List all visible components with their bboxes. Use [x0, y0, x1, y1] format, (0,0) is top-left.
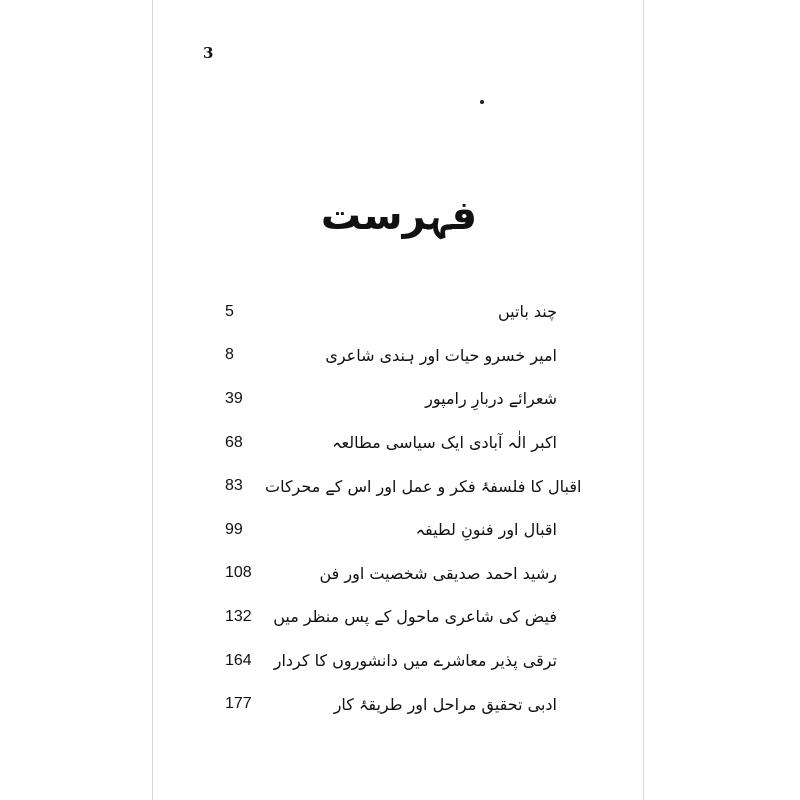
toc-entry [225, 639, 557, 683]
book-page [152, 0, 644, 800]
toc-page-number: 5 [225, 302, 234, 320]
toc-page-number: 164 [225, 651, 252, 669]
table-of-contents [225, 290, 582, 726]
toc-entry [225, 421, 557, 465]
toc-chapter-title: اقبال اور فنونِ لطیفہ [415, 520, 557, 540]
ink-dot [480, 100, 484, 104]
toc-entry [225, 682, 557, 726]
toc-page-number: 108 [225, 564, 252, 582]
toc-page-number: 68 [225, 433, 243, 451]
toc-chapter-title: فیض کی شاعری ماحول کے پس منظر میں [273, 607, 557, 627]
toc-chapter-title: شعرائے دربارِ رامپور [425, 389, 557, 409]
toc-chapter-title: رشید احمد صدیقی شخصیت اور فن [319, 563, 557, 583]
toc-page-number: 99 [225, 520, 243, 538]
toc-chapter-title: ادبی تحقیق مراحل اور طریقۂ کار [333, 694, 557, 714]
toc-entry [225, 508, 557, 552]
toc-chapter-title: چند باتیں [498, 302, 557, 322]
page-title: فہرست [320, 193, 478, 239]
toc-chapter-title: امیر خسرو حیات اور ہندی شاعری [325, 345, 557, 365]
toc-entry [225, 334, 557, 378]
toc-chapter-title: ترقی پذیر معاشرے میں دانشوروں کا کردار [273, 651, 557, 671]
toc-page-number: 39 [225, 389, 243, 407]
toc-page-number: 177 [225, 695, 252, 713]
toc-chapter-title: اکبر الٰہ آبادی ایک سیاسی مطالعہ [332, 433, 557, 453]
toc-page-number: 8 [225, 346, 234, 364]
toc-entry [225, 595, 557, 639]
toc-entry [225, 290, 557, 334]
toc-entry [225, 377, 557, 421]
toc-entry [225, 552, 557, 596]
toc-entry [225, 464, 582, 508]
toc-chapter-title: اقبال کا فلسفۂ فکر و عمل اور اس کے محرکات [265, 476, 582, 496]
page-number: 3 [203, 44, 214, 62]
toc-page-number: 83 [225, 477, 243, 495]
toc-page-number: 132 [225, 607, 252, 625]
